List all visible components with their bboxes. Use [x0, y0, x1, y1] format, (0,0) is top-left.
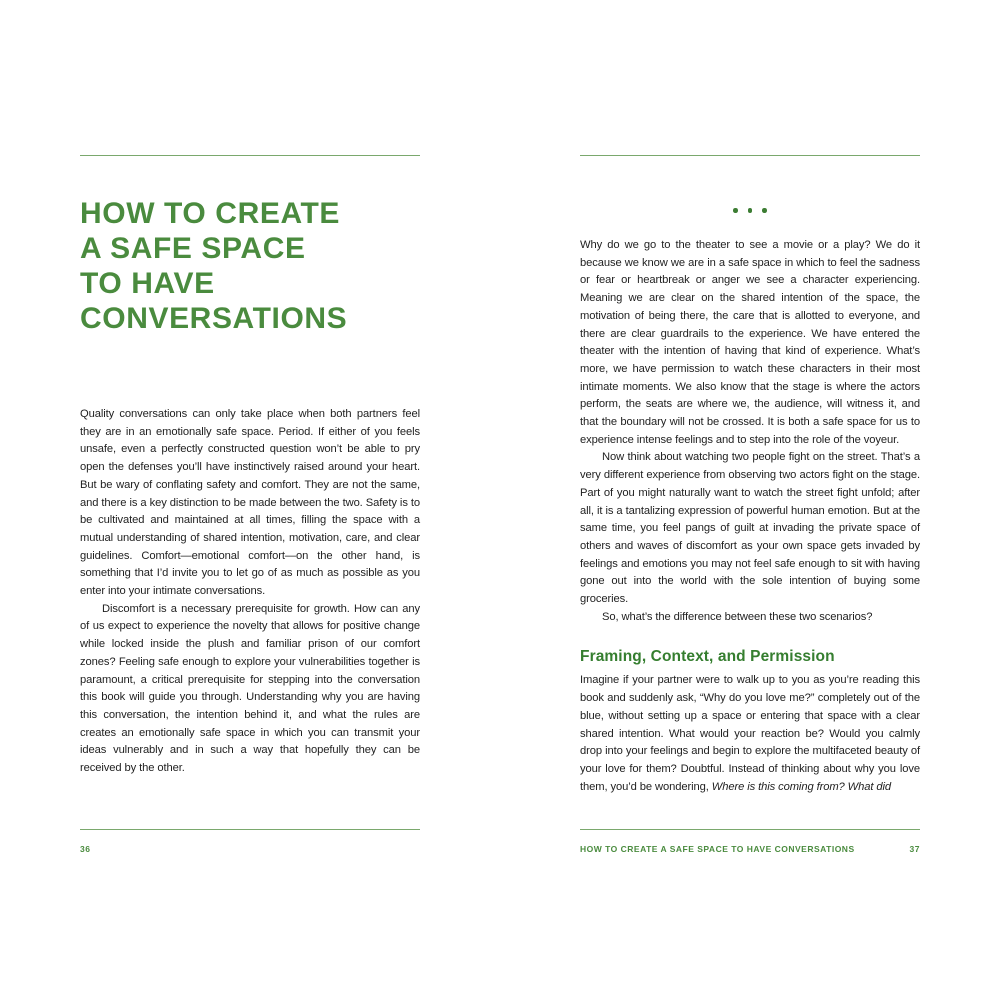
paragraph: Discomfort is a necessary prerequisite for growth. How can any of us expect to experience the novelty that allows for positive change while locked inside the plush and familiar prison of our comfort zones? Feeling safe enough to explore your vulnerabilities together is paramount, a critical prerequisite for stepping into the conversation this book will guide you through. Understanding why you are having this conversation, the intention behind it, and what the rules are creates an emotionally safe space in which you can transmit your ideas vulnerably and in such a way that hopefully they can be received by the other.: [80, 602, 420, 775]
chapter-title-line-1: HOW TO CREATE: [80, 197, 341, 230]
left-footer-rule: [80, 829, 420, 830]
paragraph-regular-text: Imagine if your partner were to walk up to you as you’re reading this book and suddenly ask, “Why do you love me?” completely out of the blue, without setting up a space or entering that space with a clear shared intention. What would your reaction be? Would you calmly drop into your feelings and begin to explore the multifaceted beauty of your love for them? Doubtful. Instead of thinking about why you love them, you’d be wondering,: [580, 674, 920, 793]
paragraph: Quality conversations can only take place when both partners feel they are in an emotionally safe space. Period. If either of you feels unsafe, even a perfectly constructed question won’t be able to pry open the defenses you’ll have instinctively raised around your heart. But be wary of conflating safety and comfort. They are not the same, and there is a key distinction to be made between the two. Safety is to be cultivated and maintained at all times, filling the space with a mutual understanding of shared intention, motivation, care, and clear guidelines. Comfort—emotional comfort—on the other hand, is something that I’d invite you to let go of as much as possible as you enter into your intimate conversations.: [80, 408, 420, 598]
paragraph: [580, 672, 920, 796]
left-page: [80, 0, 420, 1000]
page-number-left: 36: [80, 844, 91, 854]
left-footer: [80, 844, 420, 854]
paragraph-italic-text: Where is this coming from? What did: [711, 780, 892, 793]
paragraph: Why do we go to the theater to see a movie or a play? We do it because we know we are in a safe space in which to feel the sadness or fear or heartbreak or anger we see a character experiencing. Meaning we are clear on the shared intention of the space, the motivation of being there, the care that is allotted to everyone, and there are clear guardrails to the experience. We have entered the theater with the intention of having that kind of experience. What’s more, we have permission to watch these characters in their most intimate moments. We also know that the stage is where the actors perform, the seats are where we, the audience, will witness it, and that the boundary will not be crossed. It is both a safe space for us to experience intense feelings and to step into the role of the voyeur.: [580, 239, 920, 446]
left-top-rule: [80, 155, 420, 156]
ornament-dot: [748, 208, 753, 213]
ornament-dot: [762, 208, 767, 213]
chapter-title-line-4: CONVERSATIONS: [80, 302, 348, 335]
left-body-copy: [80, 406, 420, 778]
chapter-title-line-3: TO HAVE: [80, 267, 215, 300]
chapter-title-line-2: A SAFE SPACE: [80, 232, 306, 265]
paragraph: So, what’s the difference between these two scenarios?: [602, 610, 873, 623]
right-footer: [580, 844, 920, 854]
section-break-ornament: [580, 208, 920, 213]
right-footer-rule: [580, 829, 920, 830]
right-top-rule: [580, 155, 920, 156]
right-body-copy: [580, 237, 920, 796]
section-subheading: Framing, Context, and Permission: [580, 648, 835, 666]
paragraph: Now think about watching two people fight on the street. That’s a very different experience from observing two actors fight on the stage. Part of you might naturally want to watch the street fight unfold; after all, it is a tantalizing expression of powerful human emotion. But at the same time, you feel pangs of guilt at invading the private space of others and waves of discomfort as your own space gets invaded by feelings and emotions you may not feel safe enough to sit with having gone out into the world with the sole intention of buying some groceries.: [580, 451, 920, 606]
page-number-right: 37: [909, 844, 920, 854]
ornament-dot: [733, 208, 738, 213]
running-footer-title: HOW TO CREATE A SAFE SPACE TO HAVE CONVERSATIONS: [580, 844, 855, 854]
chapter-title: [80, 196, 347, 336]
right-page: [580, 0, 920, 1000]
